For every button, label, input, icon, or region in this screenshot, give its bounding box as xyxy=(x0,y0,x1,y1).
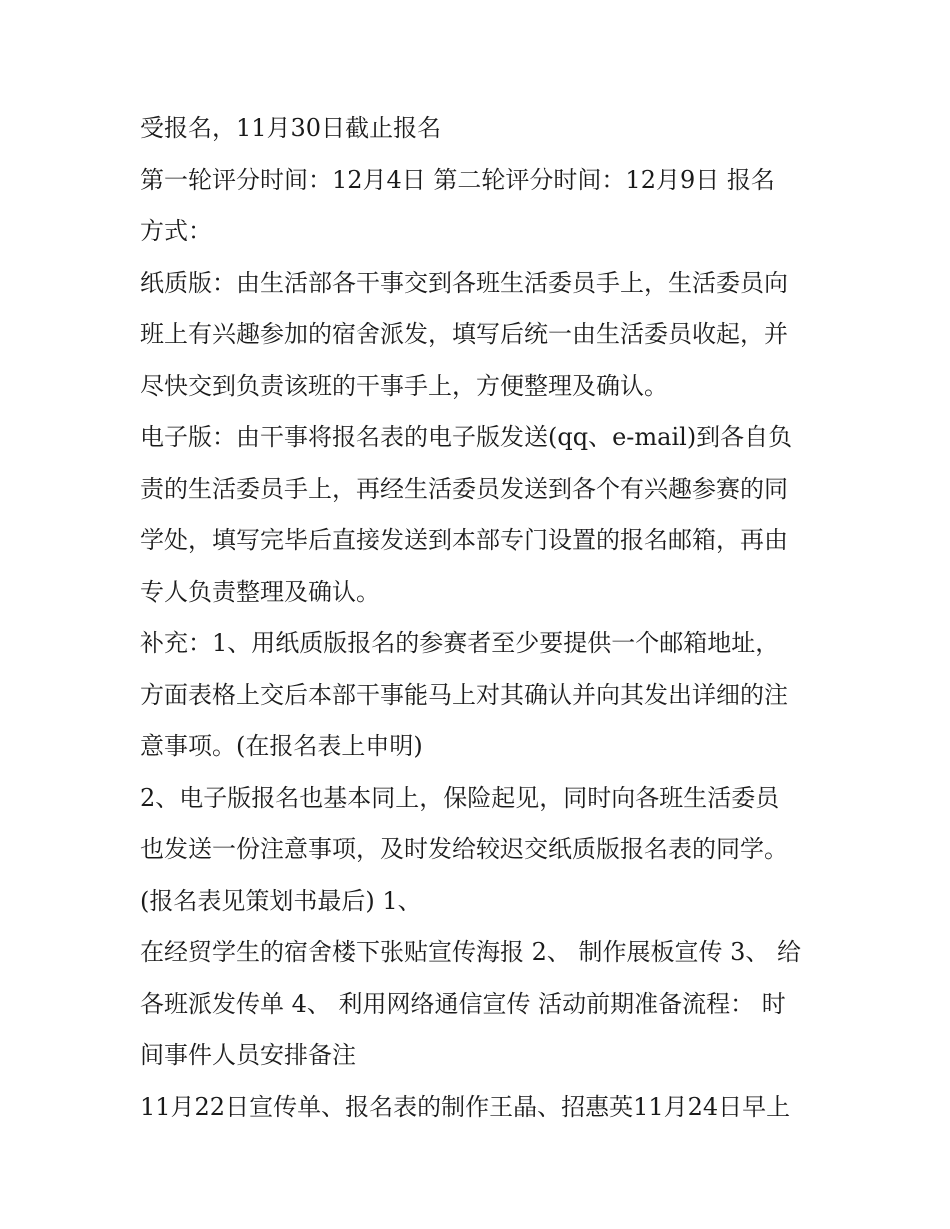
text-line: 纸质版：由生活部各干事交到各班生活委员手上，生活委员向 xyxy=(140,268,788,297)
text-line: 方面表格上交后本部干事能马上对其确认并向其发出详细的注 xyxy=(140,680,788,709)
text-line: 学处，填写完毕后直接发送到本部专门设置的报名邮箱，再由 xyxy=(140,526,788,554)
text-line: 2、电子版报名也基本同上，保险起见，同时向各班生活委员 xyxy=(140,783,780,812)
text-line: 电子版：由干事将报名表的电子版发送(qq、e-mail)到各自负 xyxy=(140,423,793,451)
text-line: 也发送一份注意事项，及时发给较迟交纸质版报名表的同学。 xyxy=(140,835,788,863)
text-line: 各班派发传单 4、 利用网络通信宣传 活动前期准备流程： 时 xyxy=(140,989,786,1018)
text-line: (报名表见策划书最后) 1、 xyxy=(140,886,422,915)
text-line: 尽快交到负责该班的干事手上，方便整理及确认。 xyxy=(140,371,668,400)
text-line: 11月22日宣传单、报名表的制作王晶、招惠英11月24日早上 xyxy=(140,1092,791,1121)
text-line: 在经贸学生的宿舍楼下张贴宣传海报 2、 制作展板宣传 3、 给 xyxy=(140,938,802,966)
document-body xyxy=(140,103,820,1133)
text-line: 间事件人员安排备注 xyxy=(140,1041,356,1069)
text-line: 补充：1、用纸质版报名的参赛者至少要提供一个邮箱地址， xyxy=(140,629,780,657)
text-line: 班上有兴趣参加的宿舍派发，填写后统一由生活委员收起，并 xyxy=(140,320,788,348)
text-line: 方式： xyxy=(140,217,212,245)
text-line: 责的生活委员手上，再经生活委员发送到各个有兴趣参赛的同 xyxy=(140,474,788,503)
text-line: 专人负责整理及确认。 xyxy=(140,577,380,606)
text-line: 第一轮评分时间：12月4日 第二轮评分时间：12月9日 报名 xyxy=(140,165,775,194)
text-line: 意事项。(在报名表上申明) xyxy=(140,732,423,760)
text-line: 受报名，11月30日截止报名 xyxy=(140,114,442,142)
